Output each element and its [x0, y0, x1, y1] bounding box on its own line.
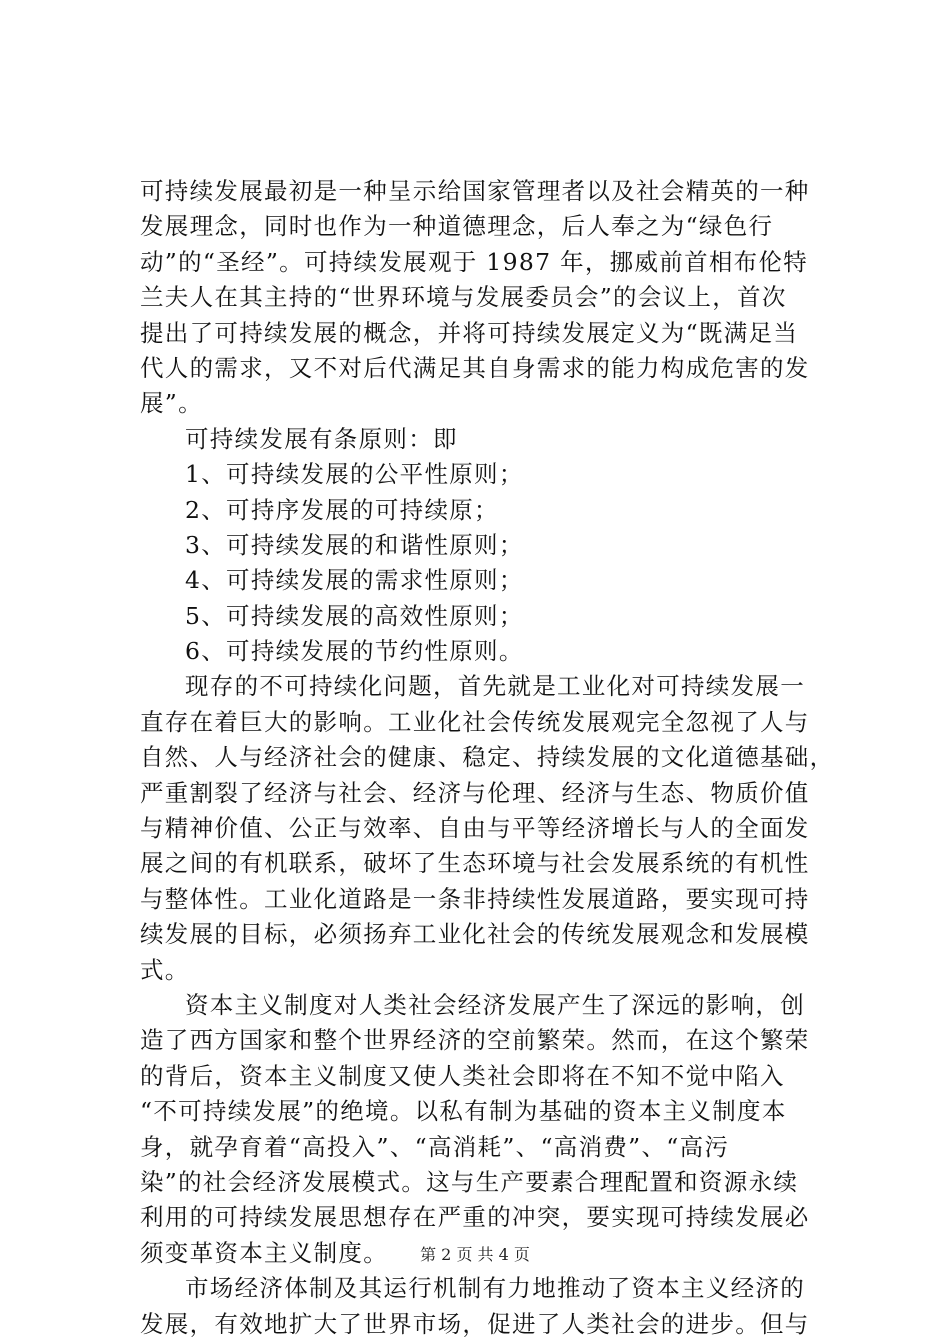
- text-line: 染”的社会经济发展模式。这与生产要素合理配置和资源永续: [140, 1167, 799, 1196]
- text-line: 代人的需求，又不对后代满足其自身需求的能力构成危害的发: [140, 353, 810, 382]
- text-line: 须变革资本主义制度。: [140, 1238, 388, 1267]
- text-line: 5、可持续发展的高效性原则；: [185, 601, 524, 630]
- text-line: 资本主义制度对人类社会经济发展产生了深远的影响，创: [185, 990, 805, 1019]
- text-line: 自然、人与经济社会的健康、稳定、持续发展的文化道德基础，: [140, 743, 835, 772]
- text-line: 造了西方国家和整个世界经济的空前繁荣。然而，在这个繁荣: [140, 1026, 810, 1055]
- text-line: 3、可持续发展的和谐性原则；: [185, 530, 524, 559]
- text-line: 可持续发展最初是一种呈示给国家管理者以及社会精英的一种: [140, 177, 810, 205]
- text-line: 提出了可持续发展的概念，并将可持续发展定义为“既满足当: [140, 318, 799, 347]
- text-line: 式。: [140, 955, 190, 984]
- text-line: 展之间的有机联系，破坏了生态环境与社会发展系统的有机性: [140, 849, 810, 878]
- text-line: 1、可持续发展的公平性原则；: [185, 460, 524, 489]
- text-line: 的背后，资本主义制度又使人类社会即将在不知不觉中陷入: [140, 1061, 785, 1090]
- text-line: 严重割裂了经济与社会、经济与伦理、经济与生态、物质价值: [140, 778, 810, 807]
- document-body: [140, 174, 840, 1342]
- text-line: 2、可持序发展的可持续原；: [185, 495, 499, 524]
- text-line: 可持续发展有条原则：即: [185, 424, 458, 453]
- text-line: “不可持续发展”的绝境。以私有制为基础的资本主义制度本: [140, 1097, 787, 1126]
- text-line: 发展理念，同时也作为一种道德理念，后人奉之为“绿色行: [140, 212, 774, 241]
- text-line: 市场经济体制及其运行机制有力地推动了资本主义经济的: [185, 1274, 805, 1303]
- text-line: 与整体性。工业化道路是一条非持续性发展道路，要实现可持: [140, 884, 810, 913]
- text-line: 兰夫人在其主持的“世界环境与发展委员会”的会议上，首次: [140, 283, 787, 312]
- text-line: 现存的不可持续化问题，首先就是工业化对可持续发展一: [185, 672, 805, 701]
- text-line: 6、可持续发展的节约性原则。: [185, 637, 524, 666]
- text-line: 展”。: [140, 389, 203, 418]
- text-line: 与精神价值、公正与效率、自由与平等经济增长与人的全面发: [140, 814, 810, 843]
- text-line: 4、可持续发展的需求性原则；: [185, 566, 524, 595]
- page-footer: 第 2 页 共 4 页: [420, 1245, 530, 1264]
- text-line: 利用的可持续发展思想存在严重的冲突，要实现可持续发展必: [140, 1203, 810, 1232]
- text-line: 发展，有效地扩大了世界市场，促进了人类社会的进步。但与: [140, 1309, 810, 1338]
- text-line: 直存在着巨大的影响。工业化社会传统发展观完全忽视了人与: [140, 707, 810, 736]
- text-line: 动”的“圣经”。可持续发展观于 1987 年，挪威前首相布伦特: [140, 247, 809, 276]
- text-line: 身，就孕育着“高投入”、“高消耗”、“高消费”、“高污: [140, 1132, 730, 1161]
- text-line: 续发展的目标，必须扬弃工业化社会的传统发展观念和发展模: [140, 920, 810, 949]
